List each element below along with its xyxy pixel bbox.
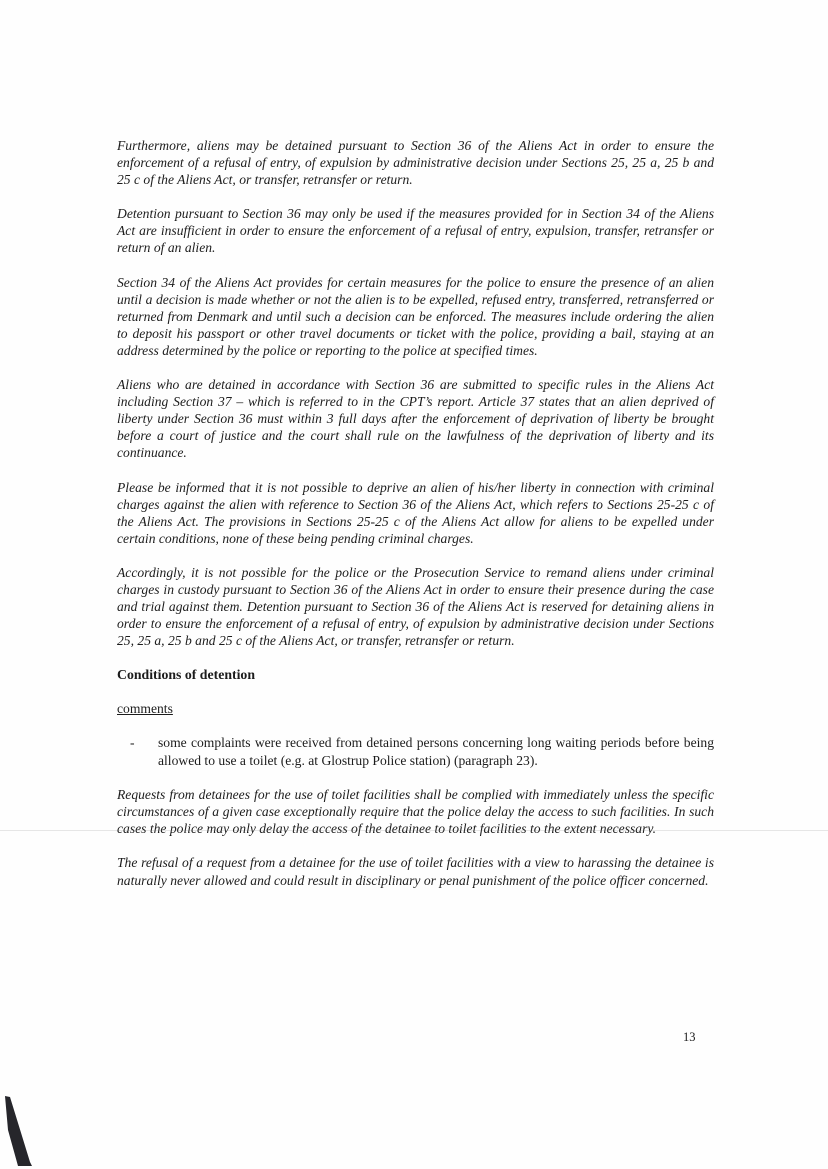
paragraph: The refusal of a request from a detainee for the use of toilet facilities with a view to harassing the detainee is naturally never allowed and could result in disciplinary or penal punishment of the police officer concerned. xyxy=(117,855,714,888)
scan-artifact-corner xyxy=(2,1096,36,1166)
paragraph: Furthermore, aliens may be detained pursuant to Section 36 of the Aliens Act in order to ensure the enforcement of a refusal of entry, of expulsion by administrative decision under Sections 25, 25 a, 25 b and 25 c of the Aliens Act, or transfer, retransfer or return. xyxy=(117,138,714,188)
paragraph: Detention pursuant to Section 36 may only be used if the measures provided for in Section 34 of the Aliens Act are insufficient in order to ensure the enforcement of a refusal of entry, expulsion, transfer, retransfer or return of an alien. xyxy=(117,206,714,256)
text-block xyxy=(117,137,714,906)
bullet-item xyxy=(117,734,714,769)
bullet-text: some complaints were received from detained persons concerning long waiting periods before being allowed to use a toilet (e.g. at Glostrup Police station) (paragraph 23). xyxy=(158,735,714,768)
paragraph: Accordingly, it is not possible for the police or the Prosecution Service to remand aliens under criminal charges in custody pursuant to Section 36 of the Aliens Act in order to ensure their presence during the case and trial against them. Detention pursuant to Section 36 of the Aliens Act is reserved for detaining aliens in order to ensure the enforcement of a refusal of entry, of expulsion by administrative decision under Sections 25, 25 a, 25 b and 25 c of the Aliens Act, or transfer, retransfer or return. xyxy=(117,564,714,649)
comments-label: comments xyxy=(117,701,173,717)
scan-artifact-line xyxy=(0,830,828,831)
paragraph: Please be informed that it is not possible to deprive an alien of his/her liberty in connection with criminal charges against the alien with reference to Section 36 of the Aliens Act, which refers to Sections 25-25 c of the Aliens Act. The provisions in Sections 25-25 c of the Aliens Act allow for aliens to be expelled under certain conditions, none of these being pending criminal charges. xyxy=(117,479,714,546)
paragraph: Section 34 of the Aliens Act provides for certain measures for the police to ensure the presence of an alien until a decision is made whether or not the alien is to be expelled, refused entry, transferred, retransferred or returned from Denmark and until such a decision can be enforced. The measures include ordering the alien to deposit his passport or other travel documents or ticket with the police, providing a bail, staying at an address determined by the police or reporting to the police at specified times. xyxy=(117,274,714,358)
bullet-dash: - xyxy=(130,735,135,751)
page-number: 13 xyxy=(683,1030,696,1044)
paragraph: Requests from detainees for the use of toilet facilities shall be complied with immediately unless the specific circumstances of a given case exceptionally require that the police delay the access to such facilities. In such cases the police may only delay the access of the detainee to toilet facilities to the extent necessary. xyxy=(117,787,714,837)
paragraph: Aliens who are detained in accordance with Section 36 are submitted to specific rules in the Aliens Act including Section 37 – which is referred to in the CPT’s report. Article 37 states that an alien deprived of liberty under Section 36 must within 3 full days after the enforcement of deprivation of liberty be brought before a court of justice and the court shall rule on the lawfulness of the deprivation of liberty and its continuance. xyxy=(117,377,714,461)
section-heading: Conditions of detention xyxy=(117,667,255,683)
